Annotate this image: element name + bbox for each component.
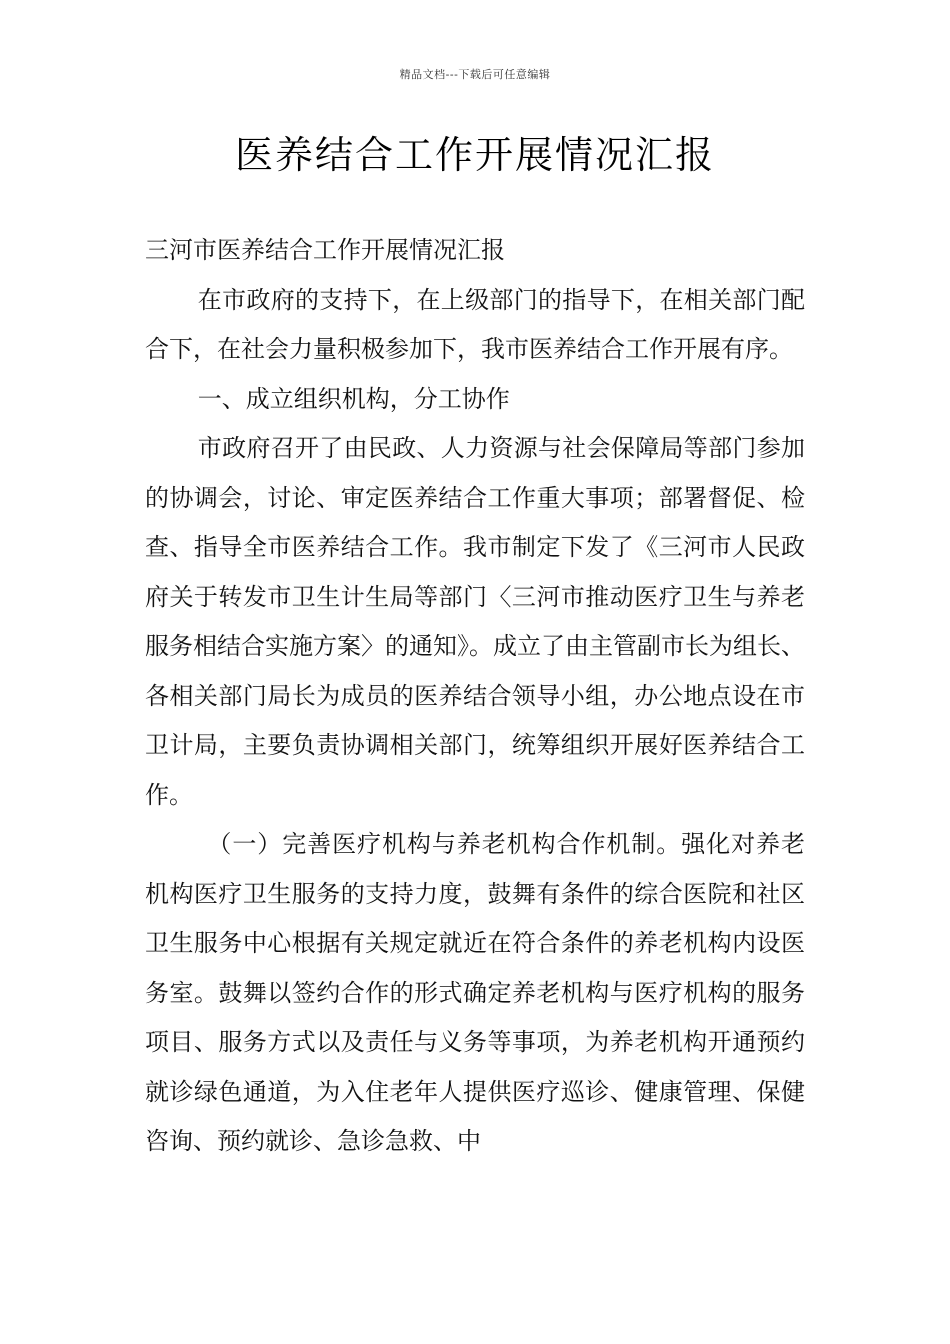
subtitle-paragraph: 三河市医养结合工作开展情况汇报 (145, 236, 505, 264)
document-body (145, 226, 805, 1167)
subsection-paragraph: （一）完善医疗机构与养老机构合作机制。强化对养老机构医疗卫生服务的支持力度，鼓舞有条件的综合医院和社区卫生服务中心根据有关规定就近在符合条件的养老机构内设医务室。鼓舞以签约合作的形式确定养老机构与医疗机构的服务项目、服务方式以及责任与义务等事项，为养老机构开通预约就诊绿色通道，为入住老年人提供医疗巡诊、健康管理、保健咨询、预约就诊、急诊急救、中 (145, 830, 805, 1155)
section-heading: 一、成立组织机构，分工协作 (197, 384, 510, 413)
intro-paragraph: 在市政府的支持下，在上级部门的指导下，在相关部门配合下，在社会力量积极参加下，我市医养结合工作开展有序。 (145, 285, 805, 363)
page-header: 精品文档---下载后可任意编辑 (399, 68, 551, 81)
body-paragraph: 市政府召开了由民政、人力资源与社会保障局等部门参加的协调会，讨论、审定医养结合工作重大事项；部署督促、检查、指导全市医养结合工作。我市制定下发了《三河市人民政府关于转发市卫生计生局等部门〈三河市推动医疗卫生与养老服务相结合实施方案〉的通知》。成立了由主管副市长为组长、各相关部门局长为成员的医养结合领导小组，办公地点设在市卫计局，主要负责协调相关部门，统筹组织开展好医养结合工作。 (145, 434, 805, 809)
document-title: 医养结合工作开展情况汇报 (234, 133, 715, 177)
